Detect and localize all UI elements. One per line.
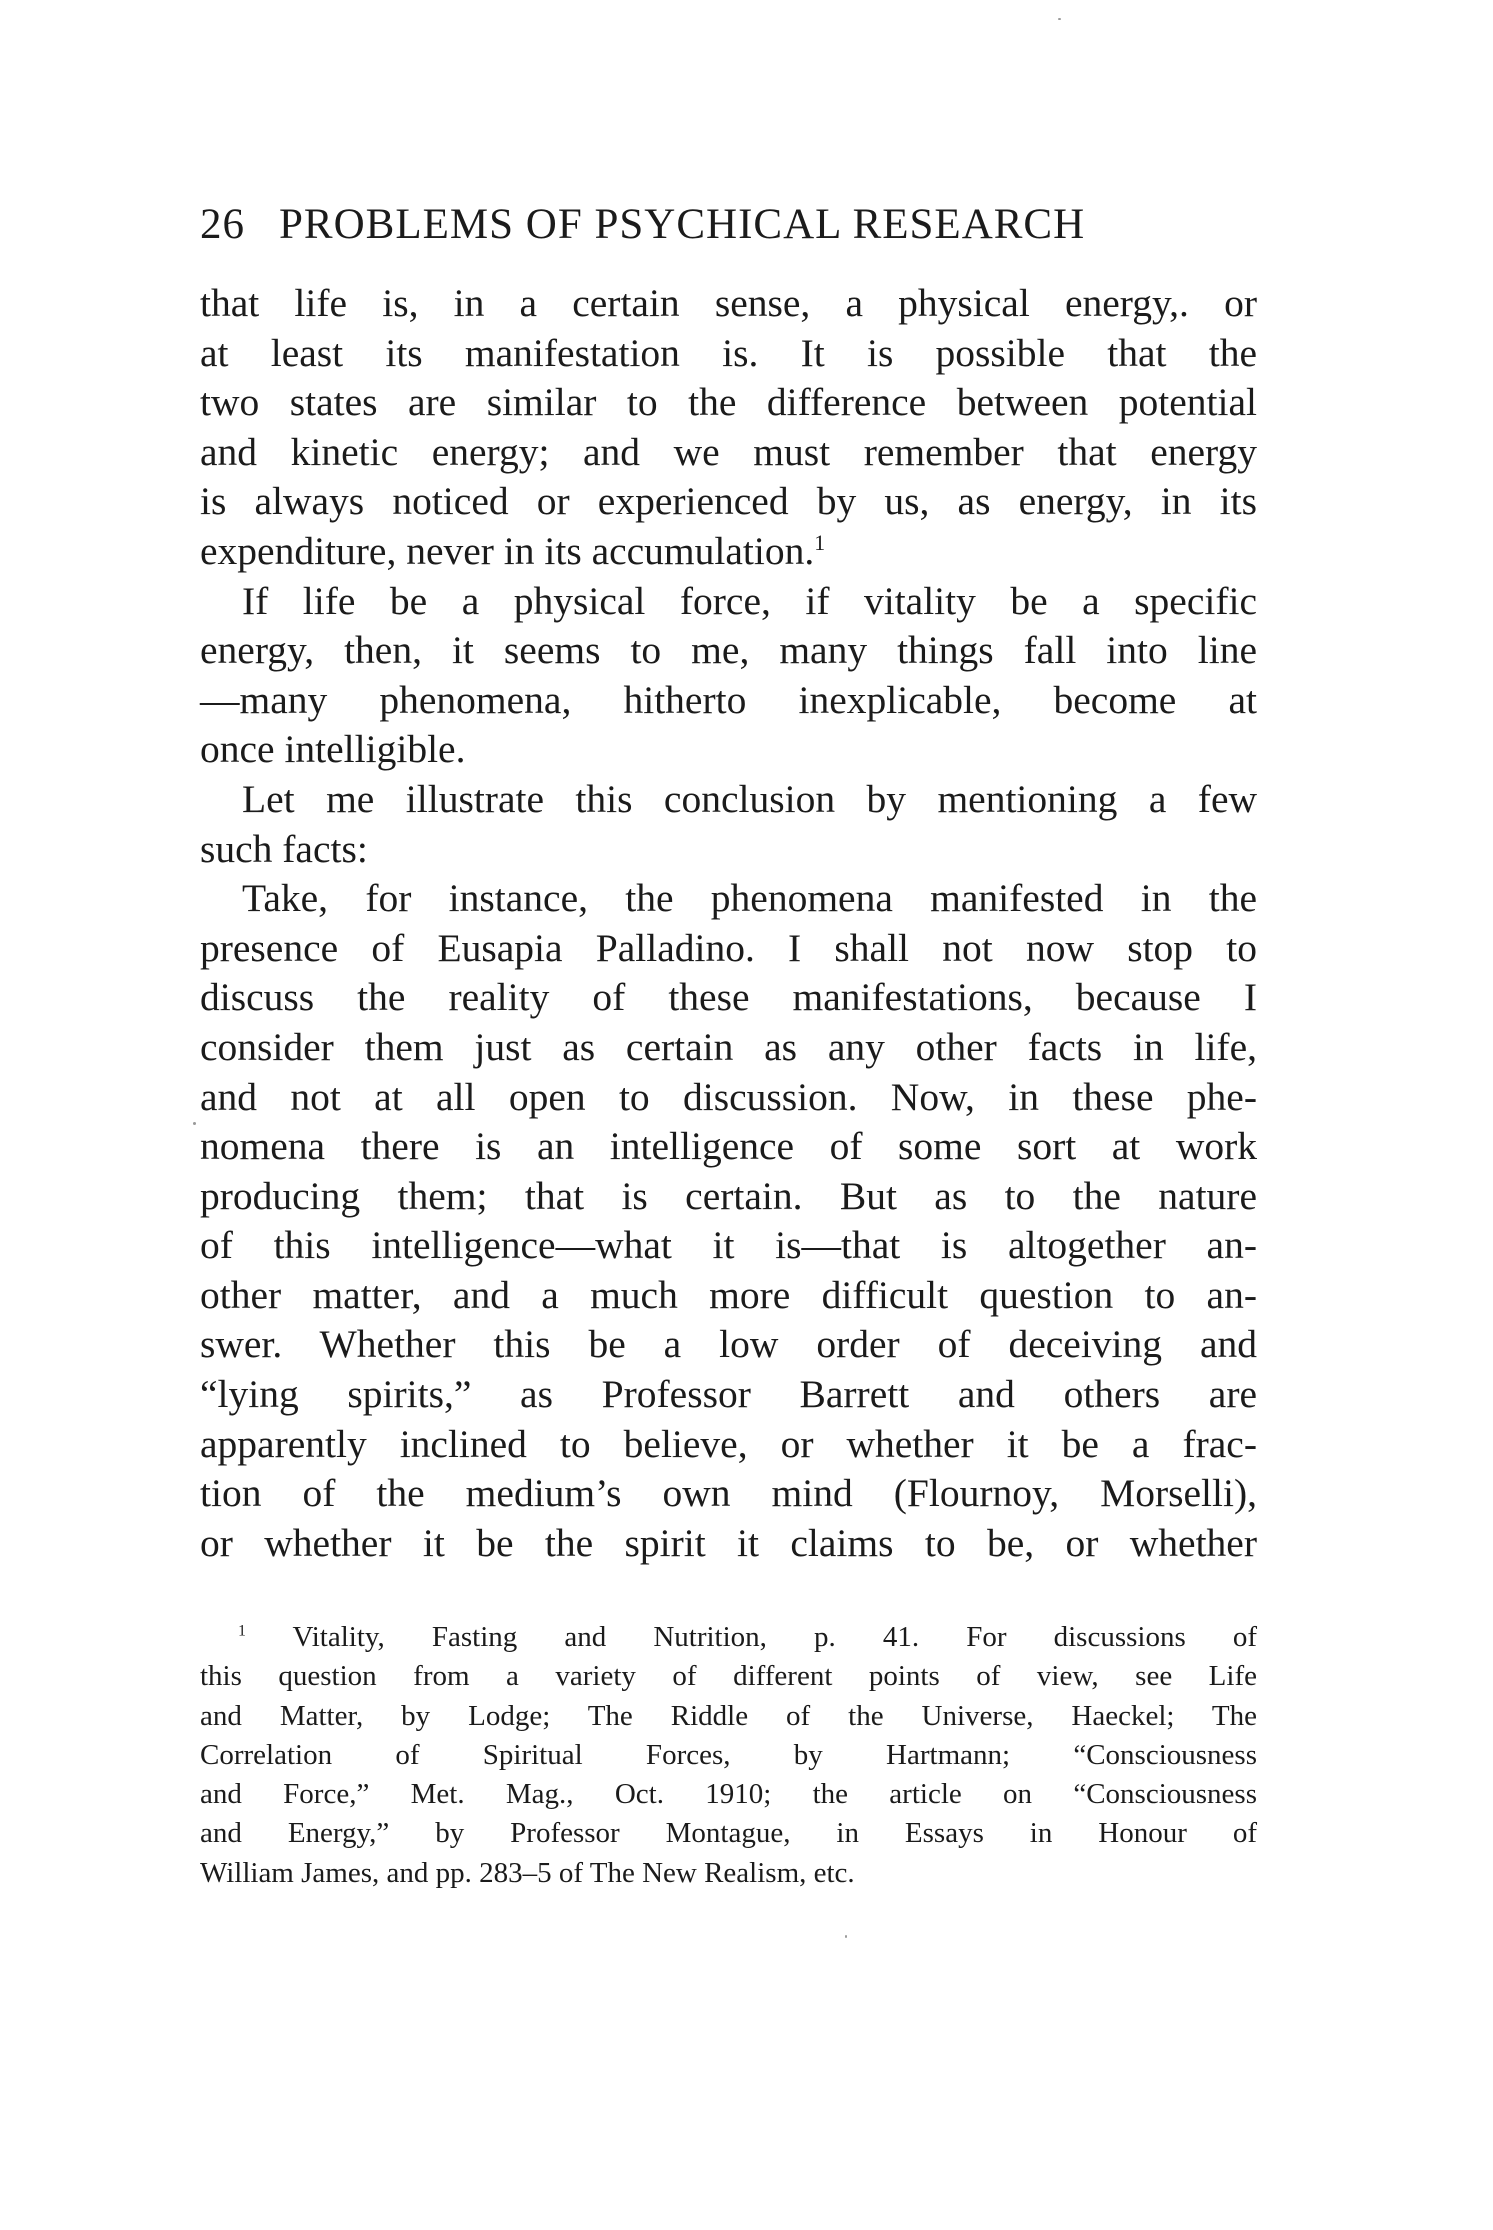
text-line: Take, for instance, the phenomena manifested in the xyxy=(242,876,1257,921)
scan-speck xyxy=(1058,18,1061,20)
text-line: tion of the medium’s own mind (Flournoy, Morselli), xyxy=(200,1471,1257,1516)
text-line-content: expenditure, never in its accumulation. xyxy=(200,528,815,573)
text-line: and kinetic energy; and we must remember that energy xyxy=(200,429,1257,474)
text-line xyxy=(200,527,1257,577)
text-line: other matter, and a much more difficult question to an- xyxy=(200,1272,1257,1317)
text-line: nomena there is an intelligence of some sort at work xyxy=(200,1124,1257,1169)
footnotes xyxy=(200,1618,1257,1893)
footnote-line: this question from a variety of different points of view, see Life xyxy=(200,1660,1257,1693)
scan-speck xyxy=(845,1935,847,1938)
text-line: such facts: xyxy=(200,826,368,871)
footnote-line: William James, and pp. 283–5 of The New Realism, etc. xyxy=(200,1856,855,1889)
text-line: of this intelligence—what it is—that is altogether an- xyxy=(200,1223,1257,1268)
text-line: If life be a physical force, if vitality be a specific xyxy=(242,578,1257,623)
footnote-line-content: Vitality, Fasting and Nutrition, p. 41. For discussions of xyxy=(292,1621,1257,1653)
text-line: apparently inclined to believe, or whether it be a frac- xyxy=(200,1421,1257,1466)
text-line: is always noticed or experienced by us, as energy, in its xyxy=(200,479,1257,524)
text-line: two states are similar to the difference between potential xyxy=(200,380,1257,425)
text-line: or whether it be the spirit it claims to be, or whether xyxy=(200,1520,1257,1565)
text-line: and not at all open to discussion. Now, in these phe- xyxy=(200,1074,1257,1119)
text-line: discuss the reality of these manifestations, because I xyxy=(200,975,1257,1020)
footnote-line: and Force,” Met. Mag., Oct. 1910; the article on “Consciousness xyxy=(200,1778,1257,1811)
text-line: at least its manifestation is. It is possible that the xyxy=(200,330,1257,375)
body-text xyxy=(200,279,1257,1568)
footnote-line: and Energy,” by Professor Montague, in Essays in Honour of xyxy=(200,1817,1257,1850)
page-number: 26 xyxy=(200,201,245,248)
footnote-line: Correlation of Spiritual Forces, by Hartmann; “Consciousness xyxy=(200,1738,1257,1771)
text-line: —many phenomena, hitherto inexplicable, become at xyxy=(200,677,1257,722)
footnote-line xyxy=(200,1618,1257,1657)
text-line: “lying spirits,” as Professor Barrett and others are xyxy=(200,1372,1257,1417)
text-line: producing them; that is certain. But as to the nature xyxy=(200,1173,1257,1218)
text-line: swer. Whether this be a low order of deceiving and xyxy=(200,1322,1257,1367)
text-line: consider them just as certain as any other facts in life, xyxy=(200,1024,1257,1069)
text-line: Let me illustrate this conclusion by mentioning a few xyxy=(242,776,1257,821)
text-line: once intelligible. xyxy=(200,727,466,772)
running-title: PROBLEMS OF PSYCHICAL RESEARCH xyxy=(279,201,1086,248)
footnote-line: and Matter, by Lodge; The Riddle of the Universe, Haeckel; The xyxy=(200,1699,1257,1732)
text-line: energy, then, it seems to me, many things fall into line xyxy=(200,628,1257,673)
scan-speck xyxy=(193,1122,196,1125)
text-line: that life is, in a certain sense, a physical energy,. or xyxy=(200,281,1257,325)
text-line: presence of Eusapia Palladino. I shall not now stop to xyxy=(200,925,1257,970)
running-header xyxy=(200,200,1260,249)
footnote-ref: 1 xyxy=(814,530,826,555)
footnote-mark: 1 xyxy=(238,1622,246,1640)
